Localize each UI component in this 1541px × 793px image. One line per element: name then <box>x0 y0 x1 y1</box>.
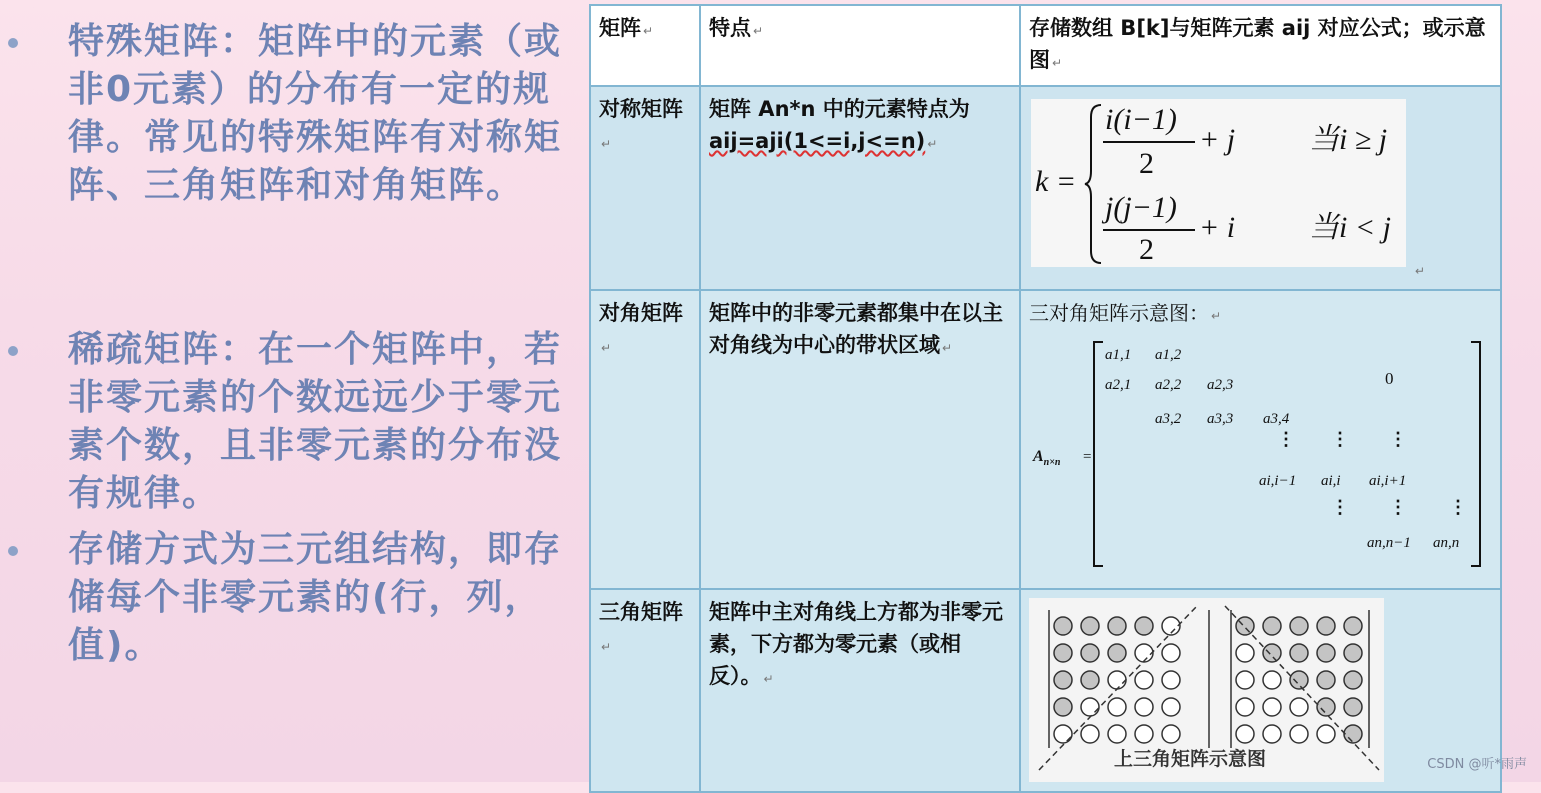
matrix-element: a3,3 <box>1207 411 1234 427</box>
matrix-cell-circle <box>1317 698 1335 716</box>
bullet-icon <box>8 546 18 556</box>
fraction-line <box>1103 141 1195 143</box>
case1-denominator: 2 <box>1139 147 1154 180</box>
bullet-icon <box>8 38 18 48</box>
matrix-cell-circle <box>1054 698 1072 716</box>
matrix-cell-circle <box>1317 617 1335 635</box>
row-diagram-cell: 三对角矩阵示意图： ↵ $A_{n\times n}$ = a1,1 a1,2 a2,1 a2,2 a2,3 0 a3,2 a3,3 a3,4 ⋮ ⋮ ⋮ ai,i−1 ai,i ai,i+1 ⋮ ⋮ ⋮ an,n−1 an,n <box>1020 290 1501 589</box>
left-brace-icon <box>1083 103 1105 265</box>
matrix-cell-circle <box>1162 698 1180 716</box>
fraction-line <box>1103 229 1195 231</box>
matrix-cell-circle <box>1081 644 1099 662</box>
bullet-text: 特殊矩阵：矩阵中的元素（或非0元素）的分布有一定的规律。常见的特殊矩阵有对称矩阵、三角矩阵和对角矩阵。 <box>68 21 563 206</box>
matrix-cell-circle <box>1081 725 1099 743</box>
case2-denominator: 2 <box>1139 233 1154 266</box>
matrix-cell-circle <box>1081 671 1099 689</box>
row-feature-cell: 矩阵 An*n 中的元素特点为 aij=aji(1<=i,j<=n) ↵ <box>700 86 1020 290</box>
matrix-element: an,n <box>1433 535 1460 551</box>
symmetric-formula: k = i(i−1) 2 + j 当i ≥ j j(j−1) 2 + i 当i < j ↵ <box>1031 99 1406 267</box>
matrix-element: a1,2 <box>1155 347 1182 363</box>
matrix-cell-circle <box>1236 698 1254 716</box>
matrix-cell-circle <box>1108 644 1126 662</box>
table-row <box>590 290 1501 589</box>
matrix-cell-circle <box>1263 617 1281 635</box>
header-cell: 特点 ↵ <box>700 5 1020 86</box>
diagram-caption: 上三角矩阵示意图 <box>1114 749 1267 770</box>
table-header-row <box>590 5 1501 86</box>
row-formula-cell <box>1020 86 1501 290</box>
matrix-element: a1,1 <box>1105 347 1132 363</box>
row-feature-cell: 矩阵中的非零元素都集中在以主对角线为中心的带状区域 ↵ <box>700 290 1020 589</box>
matrix-cell-circle <box>1081 617 1099 635</box>
matrix-element: a3,4 <box>1263 411 1290 427</box>
row-type-cell: 对角矩阵↵ <box>590 290 700 589</box>
row-type-cell: 三角矩阵↵ <box>590 589 700 792</box>
table-row <box>590 86 1501 290</box>
matrix-cell-circle <box>1344 725 1362 743</box>
matrix-element: a2,3 <box>1207 377 1234 393</box>
matrix-cell-circle <box>1135 725 1153 743</box>
left-bracket-icon <box>1091 340 1105 568</box>
matrix-cell-circle <box>1317 644 1335 662</box>
matrix-cell-circle <box>1290 725 1308 743</box>
matrix-cell-circle <box>1162 671 1180 689</box>
matrix-cell-circle <box>1344 617 1362 635</box>
case2-condition: 当i < j <box>1309 211 1391 244</box>
triangular-matrix-diagram <box>1029 598 1384 782</box>
tridiagonal-matrix-diagram <box>1029 338 1494 574</box>
matrix-element: a2,1 <box>1105 377 1132 393</box>
matrix-cell-circle <box>1317 725 1335 743</box>
row-type-cell: 对称矩阵↵ <box>590 86 700 290</box>
right-bracket-icon <box>1469 340 1483 568</box>
matrix-cell-circle <box>1344 671 1362 689</box>
matrix-cell-circle <box>1054 671 1072 689</box>
matrix-cell-circle <box>1263 725 1281 743</box>
matrix-cell-circle <box>1054 725 1072 743</box>
matrix-element: ai,i−1 <box>1259 473 1297 489</box>
matrix-cell-circle <box>1236 617 1254 635</box>
matrix-cell-circle <box>1108 671 1126 689</box>
matrix-cell-circle <box>1290 671 1308 689</box>
bullet-list <box>0 0 590 782</box>
case1-numerator: i(i−1) <box>1105 103 1177 136</box>
vertical-dots: ⋮ <box>1389 497 1407 517</box>
matrix-cell-circle <box>1162 725 1180 743</box>
matrix-zero: 0 <box>1385 369 1394 388</box>
matrix-table <box>589 4 1500 782</box>
formula-lhs: k = <box>1035 165 1077 198</box>
matrix-cell-circle <box>1135 671 1153 689</box>
diagram-title: 三对角矩阵示意图： <box>1029 301 1209 325</box>
matrix-cell-circle <box>1135 698 1153 716</box>
vertical-dots: ⋮ <box>1389 429 1407 449</box>
table-row <box>590 589 1501 792</box>
matrix-cell-circle <box>1108 617 1126 635</box>
case2-numerator: j(j−1) <box>1105 191 1177 224</box>
header-cell: 矩阵 ↵ <box>590 5 700 86</box>
matrix-cell-circle <box>1054 617 1072 635</box>
matrix-cell-circle <box>1290 617 1308 635</box>
matrix-lhs: $A_{n\times n}$ <box>1033 448 1061 469</box>
matrix-cell-circle <box>1263 698 1281 716</box>
matrix-element: a2,2 <box>1155 377 1182 393</box>
vertical-dots: ⋮ <box>1331 429 1349 449</box>
vertical-dots: ⋮ <box>1449 497 1467 517</box>
case1-condition: 当i ≥ j <box>1309 123 1388 156</box>
matrix-cell-circle <box>1236 725 1254 743</box>
bullet-text: 存储方式为三元组结构，即存储每个非零元素的(行，列，值)。 <box>68 529 563 666</box>
matrix-cell-circle <box>1290 644 1308 662</box>
row-feature-cell: 矩阵中主对角线上方都为非零元素，下方都为零元素（或相反）。 ↵ <box>700 589 1020 792</box>
case1-tail: + j <box>1199 123 1236 156</box>
header-cell: 存储数组 B[k]与矩阵元素 aij 对应公式；或示意图 ↵ <box>1020 5 1501 86</box>
vertical-dots: ⋮ <box>1277 429 1295 449</box>
matrix-cell-circle <box>1081 698 1099 716</box>
matrix-cell-circle <box>1108 725 1126 743</box>
matrix-cell-circle <box>1108 698 1126 716</box>
bullet-text: 稀疏矩阵：在一个矩阵中，若非零元素的个数远远少于零元素个数，且非零元素的分布没有规律。 <box>68 329 563 514</box>
vertical-dots: ⋮ <box>1331 497 1349 517</box>
case2-tail: + i <box>1199 211 1236 244</box>
matrix-cell-circle <box>1317 671 1335 689</box>
matrix-element: ai,i+1 <box>1369 473 1407 489</box>
matrix-cell-circle <box>1135 644 1153 662</box>
matrix-equals: = <box>1083 449 1092 465</box>
matrix-cell-circle <box>1263 671 1281 689</box>
matrix-cell-circle <box>1344 698 1362 716</box>
matrix-cell-circle <box>1344 644 1362 662</box>
matrix-element: a3,2 <box>1155 411 1182 427</box>
matrix-cell-circle <box>1162 644 1180 662</box>
matrix-cell-circle <box>1263 644 1281 662</box>
bullet-icon <box>8 346 18 356</box>
watermark: CSDN @听*雨声 <box>1427 757 1527 772</box>
matrix-cell-circle <box>1054 644 1072 662</box>
matrix-element: an,n−1 <box>1367 535 1411 551</box>
matrix-element: ai,i <box>1321 473 1341 489</box>
matrix-cell-circle <box>1290 698 1308 716</box>
matrix-cell-circle <box>1135 617 1153 635</box>
matrix-cell-circle <box>1236 644 1254 662</box>
matrix-cell-circle <box>1236 671 1254 689</box>
